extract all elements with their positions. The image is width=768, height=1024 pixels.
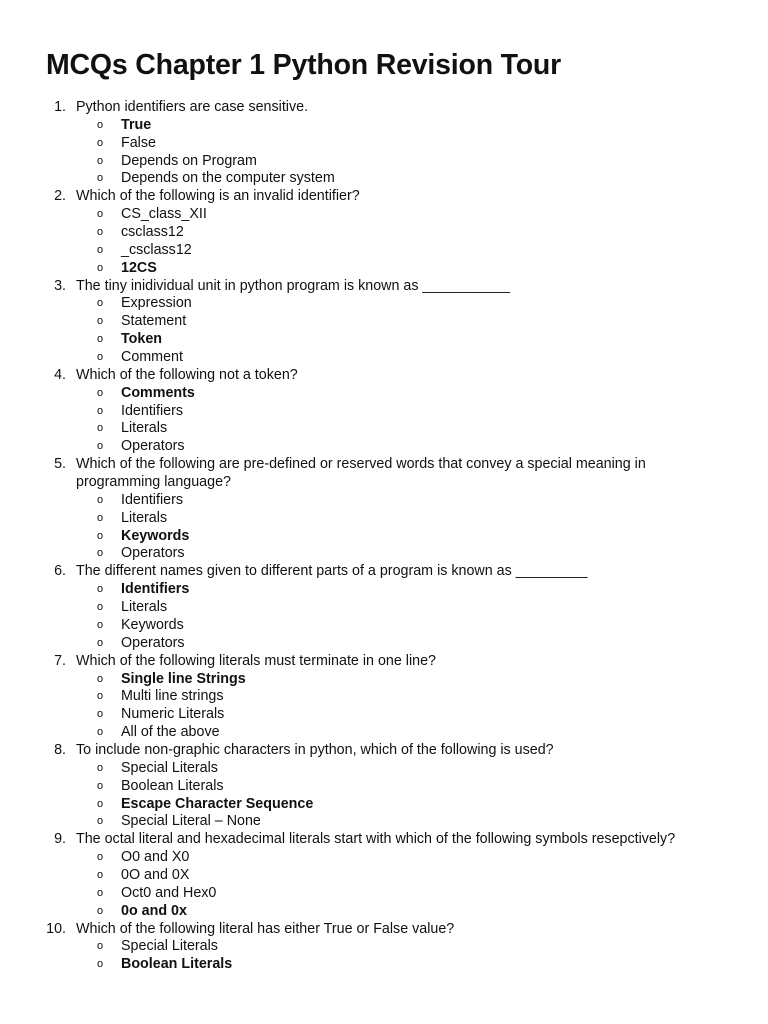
question-item bbox=[0, 99, 768, 188]
question-number: 5. bbox=[54, 456, 66, 473]
option-text: Operators bbox=[121, 438, 185, 455]
option-text: Depends on Program bbox=[121, 152, 257, 169]
bullet-icon: o bbox=[97, 440, 104, 453]
option-item bbox=[0, 510, 768, 528]
option-text: Token bbox=[121, 331, 163, 348]
option-item bbox=[0, 617, 768, 635]
option-text: Boolean Literals bbox=[121, 956, 233, 973]
answer-option bbox=[0, 956, 768, 974]
question-row bbox=[0, 99, 768, 117]
question-item bbox=[0, 653, 768, 742]
question-item bbox=[0, 742, 768, 831]
option-text: Special Literal – None bbox=[121, 813, 261, 830]
option-text: Multi line strings bbox=[121, 688, 224, 705]
question-number: 10. bbox=[46, 920, 66, 937]
question-text: Which of the following literals must terminate in one line? bbox=[76, 652, 436, 669]
option-item bbox=[0, 599, 768, 617]
option-text: Escape Character Sequence bbox=[121, 795, 314, 812]
bullet-icon: o bbox=[97, 386, 104, 399]
bullet-icon: o bbox=[97, 422, 104, 435]
option-text: O0 and X0 bbox=[121, 849, 190, 866]
bullet-icon: o bbox=[97, 636, 104, 649]
answer-option bbox=[0, 385, 768, 403]
bullet-icon: o bbox=[97, 708, 104, 721]
bullet-icon: o bbox=[97, 672, 104, 685]
option-text: 0o and 0x bbox=[121, 902, 187, 919]
option-item bbox=[0, 760, 768, 778]
option-item bbox=[0, 153, 768, 171]
bullet-icon: o bbox=[97, 851, 104, 864]
bullet-icon: o bbox=[97, 529, 104, 542]
question-number: 2. bbox=[54, 188, 66, 205]
option-item bbox=[0, 938, 768, 956]
option-item bbox=[0, 224, 768, 242]
question-row bbox=[0, 456, 768, 474]
option-text: csclass12 bbox=[121, 224, 184, 241]
question-number: 3. bbox=[54, 277, 66, 294]
bullet-icon: o bbox=[97, 779, 104, 792]
answer-option bbox=[0, 796, 768, 814]
question-number: 1. bbox=[54, 99, 66, 115]
question-text: Which of the following are pre-defined or reserved words that convey a special meaning in bbox=[76, 456, 646, 473]
option-item bbox=[0, 778, 768, 796]
answer-option bbox=[0, 581, 768, 599]
question-row bbox=[0, 188, 768, 206]
option-text: Literals bbox=[121, 599, 168, 616]
option-text: False bbox=[121, 134, 156, 151]
option-item bbox=[0, 706, 768, 724]
question-item bbox=[0, 921, 768, 975]
question-item bbox=[0, 456, 768, 563]
option-item bbox=[0, 420, 768, 438]
question-number: 9. bbox=[54, 831, 66, 848]
question-number: 6. bbox=[54, 563, 66, 580]
bullet-icon: o bbox=[97, 226, 104, 239]
option-text: Literals bbox=[121, 420, 168, 437]
bullet-icon: o bbox=[97, 940, 104, 953]
option-item bbox=[0, 545, 768, 563]
bullet-icon: o bbox=[97, 726, 104, 739]
option-text: All of the above bbox=[121, 724, 220, 741]
option-text: Identifiers bbox=[121, 402, 183, 419]
bullet-icon: o bbox=[97, 618, 104, 631]
bullet-icon: o bbox=[97, 868, 104, 881]
question-text: The octal literal and hexadecimal literals start with which of the following symbols resepctively? bbox=[76, 831, 676, 848]
bullet-icon: o bbox=[97, 547, 104, 560]
option-item bbox=[0, 135, 768, 153]
answer-option bbox=[0, 117, 768, 135]
option-text: True bbox=[121, 116, 152, 133]
question-text: Which of the following literal has either True or False value? bbox=[76, 920, 455, 937]
bullet-icon: o bbox=[97, 172, 104, 185]
bullet-icon: o bbox=[97, 208, 104, 221]
option-text: 12CS bbox=[121, 259, 157, 276]
question-text: The tiny inidividual unit in python program is known as ___________ bbox=[76, 277, 510, 294]
bullet-icon: o bbox=[97, 815, 104, 828]
option-text: Depends on the computer system bbox=[121, 170, 335, 187]
option-text: Comments bbox=[121, 384, 195, 401]
option-item bbox=[0, 242, 768, 260]
page-title: MCQs Chapter 1 Python Revision Tour bbox=[46, 49, 562, 81]
bullet-icon: o bbox=[97, 690, 104, 703]
option-text: _csclass12 bbox=[121, 241, 192, 258]
bullet-icon: o bbox=[97, 904, 104, 917]
option-item bbox=[0, 813, 768, 831]
option-text: Single line Strings bbox=[121, 670, 246, 687]
question-list bbox=[0, 99, 768, 974]
option-text: Operators bbox=[121, 634, 185, 651]
question-item bbox=[0, 188, 768, 277]
option-item bbox=[0, 295, 768, 313]
question-item bbox=[0, 831, 768, 920]
option-text: Comment bbox=[121, 349, 183, 366]
option-item bbox=[0, 635, 768, 653]
question-text: Python identifiers are case sensitive. bbox=[76, 99, 309, 115]
question-row bbox=[0, 653, 768, 671]
question-item bbox=[0, 278, 768, 367]
option-text: Keywords bbox=[121, 616, 184, 633]
answer-option bbox=[0, 260, 768, 278]
option-text: Special Literals bbox=[121, 759, 218, 776]
bullet-icon: o bbox=[97, 761, 104, 774]
option-item bbox=[0, 403, 768, 421]
bullet-icon: o bbox=[97, 154, 104, 167]
option-item bbox=[0, 849, 768, 867]
question-text: programming language? bbox=[76, 474, 231, 491]
bullet-icon: o bbox=[97, 511, 104, 524]
option-item bbox=[0, 492, 768, 510]
question-row bbox=[0, 742, 768, 760]
option-text: Identifiers bbox=[121, 491, 183, 508]
question-text: The different names given to different parts of a program is known as _________ bbox=[76, 563, 588, 580]
question-text: To include non-graphic characters in python, which of the following is used? bbox=[76, 741, 554, 758]
question-number: 7. bbox=[54, 652, 66, 669]
option-item bbox=[0, 170, 768, 188]
question-item bbox=[0, 563, 768, 652]
bullet-icon: o bbox=[97, 243, 104, 256]
answer-option bbox=[0, 331, 768, 349]
bullet-icon: o bbox=[97, 583, 104, 596]
option-text: Literals bbox=[121, 509, 168, 526]
bullet-icon: o bbox=[97, 136, 104, 149]
bullet-icon: o bbox=[97, 797, 104, 810]
option-text: Boolean Literals bbox=[121, 777, 224, 794]
answer-option bbox=[0, 903, 768, 921]
option-item bbox=[0, 867, 768, 885]
option-item bbox=[0, 688, 768, 706]
question-text: Which of the following not a token? bbox=[76, 366, 298, 383]
option-item bbox=[0, 349, 768, 367]
bullet-icon: o bbox=[97, 297, 104, 310]
answer-option bbox=[0, 528, 768, 546]
option-text: Special Literals bbox=[121, 938, 218, 955]
question-row bbox=[0, 278, 768, 296]
option-text: Oct0 and Hex0 bbox=[121, 884, 217, 901]
option-item bbox=[0, 438, 768, 456]
option-item bbox=[0, 724, 768, 742]
question-number: 4. bbox=[54, 366, 66, 383]
bullet-icon: o bbox=[97, 333, 104, 346]
bullet-icon: o bbox=[97, 351, 104, 364]
answer-option bbox=[0, 671, 768, 689]
question-number: 8. bbox=[54, 741, 66, 758]
option-text: 0O and 0X bbox=[121, 866, 190, 883]
bullet-icon: o bbox=[97, 404, 104, 417]
option-item bbox=[0, 206, 768, 224]
bullet-icon: o bbox=[97, 118, 104, 131]
option-item bbox=[0, 885, 768, 903]
bullet-icon: o bbox=[97, 886, 104, 899]
option-item bbox=[0, 313, 768, 331]
bullet-icon: o bbox=[97, 601, 104, 614]
question-row bbox=[0, 367, 768, 385]
bullet-icon: o bbox=[97, 315, 104, 328]
option-text: Identifiers bbox=[121, 581, 190, 598]
option-text: Statement bbox=[121, 313, 187, 330]
option-text: Operators bbox=[121, 545, 185, 562]
option-text: CS_class_XII bbox=[121, 206, 207, 223]
question-row bbox=[0, 831, 768, 849]
question-row bbox=[0, 921, 768, 939]
question-row bbox=[0, 563, 768, 581]
bullet-icon: o bbox=[97, 261, 104, 274]
option-text: Expression bbox=[121, 295, 192, 312]
bullet-icon: o bbox=[97, 958, 104, 971]
question-text: Which of the following is an invalid identifier? bbox=[76, 188, 360, 205]
option-text: Numeric Literals bbox=[121, 706, 225, 723]
question-row bbox=[0, 474, 768, 492]
question-item bbox=[0, 367, 768, 456]
bullet-icon: o bbox=[97, 493, 104, 506]
option-text: Keywords bbox=[121, 527, 190, 544]
